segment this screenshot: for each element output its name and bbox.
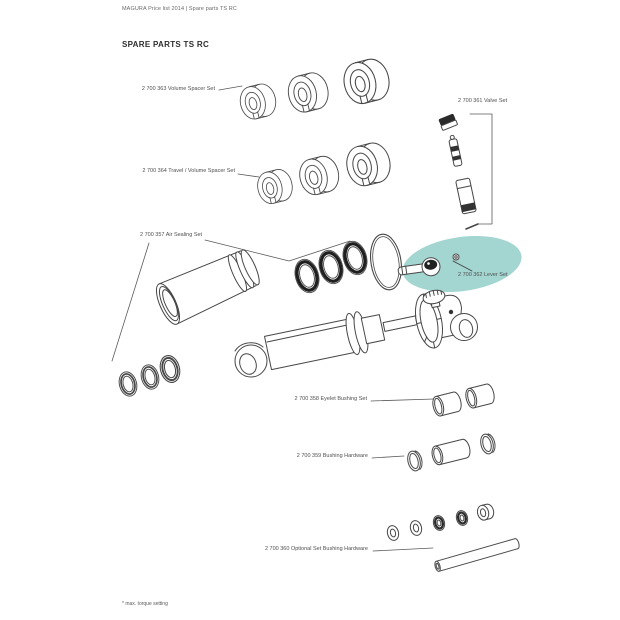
eyelet-bushing-set-drawing <box>431 383 496 417</box>
air-can-drawing <box>152 245 264 327</box>
label-optional-bushing-hardware: 2 700 360 Optional Set Bushing Hardware <box>264 546 368 552</box>
page-title: SPARE PARTS TS RC <box>122 40 210 49</box>
valve-set-drawing <box>438 113 478 229</box>
breadcrumb: MAGURA Price list 2014 | Spare parts TS RC <box>122 6 237 12</box>
travel-volume-spacer-set-drawing <box>254 140 394 206</box>
label-eyelet-bushing-set: 2 700 358 Eyelet Bushing Set <box>294 396 367 402</box>
label-travel-volume-spacer-set: 2 700 364 Travel / Volume Spacer Set <box>142 168 235 174</box>
label-lever-set: 2 700 362 Lever Set <box>458 272 508 278</box>
shock-absorber-drawing <box>235 288 478 377</box>
label-bushing-hardware: 2 700 359 Bushing Hardware <box>296 453 368 459</box>
optional-bushing-hardware-drawing <box>386 503 520 572</box>
large-oring-drawing <box>367 232 405 292</box>
label-air-sealing-set: 2 700 357 Air Sealing Set <box>140 232 203 238</box>
label-volume-spacer-set: 2 700 363 Volume Spacer Set <box>141 86 215 92</box>
seal-rings-drawing <box>117 353 183 398</box>
volume-spacer-set-drawing <box>237 56 393 122</box>
lever-set-highlight <box>399 229 525 299</box>
label-valve-set: 2 700 361 Valve Set <box>458 98 508 104</box>
bushing-hardware-drawing <box>406 432 497 472</box>
footnote: * max. torque setting <box>122 601 168 607</box>
